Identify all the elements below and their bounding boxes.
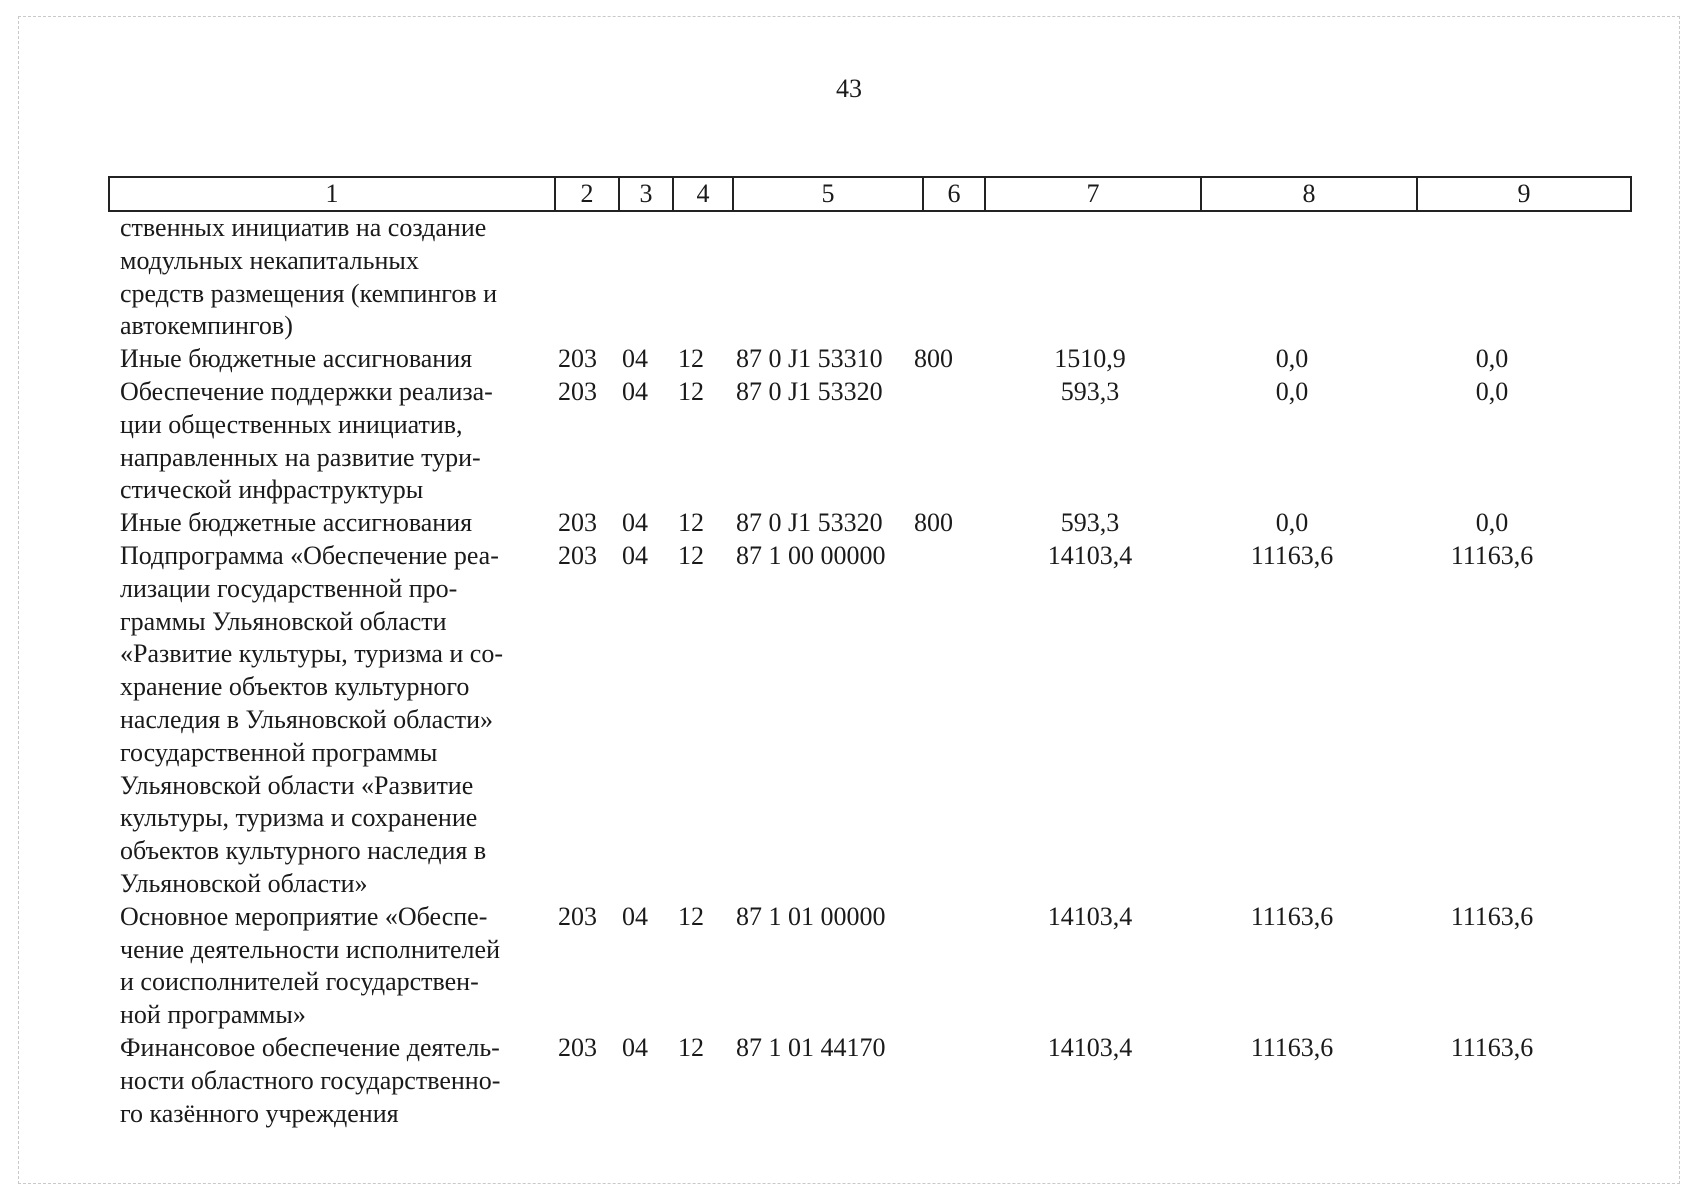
column-number: 3 [619, 177, 673, 211]
cell-c8: 0,0 [1275, 508, 1309, 538]
cell-c4: 12 [678, 508, 704, 538]
row-description: Иные бюджетные ассигнования [120, 508, 473, 538]
row-description: Финансовое обеспечение деятель- ности областного государственно- го казённого учреждения [120, 1032, 501, 1128]
column-number: 8 [1201, 177, 1417, 211]
cell-c6: 800 [914, 508, 953, 538]
cell-c5: 87 1 01 44170 [736, 1032, 886, 1062]
column-number: 4 [673, 177, 733, 211]
cell-c9: 0,0 [1475, 344, 1509, 374]
column-number: 7 [985, 177, 1201, 211]
cell-c5: 87 1 00 00000 [736, 540, 886, 570]
cell-c3: 04 [622, 508, 648, 538]
table-row [0, 376, 1698, 507]
cell-c7: 1510,9 [1054, 344, 1126, 374]
cell-c4: 12 [678, 1032, 704, 1062]
cell-c9: 11163,6 [1450, 540, 1534, 570]
column-numbers-row [109, 177, 1631, 211]
row-description: Обеспечение поддержки реализа- ции общественных инициатив, направленных на развитие тури- стической инфраструктуры [120, 376, 493, 505]
cell-c5: 87 0 J1 53320 [736, 376, 883, 406]
row-description: ственных инициатив на создание модульных некапитальных средств размещения (кемпингов и автокемпингов) [120, 213, 498, 341]
cell-c5: 87 0 J1 53320 [736, 508, 883, 538]
cell-c7: 593,3 [1060, 508, 1120, 538]
table-row [0, 1032, 1698, 1130]
cell-c7: 14103,4 [1047, 901, 1133, 931]
cell-c5: 87 1 01 00000 [736, 901, 886, 931]
cell-c2: 203 [558, 376, 597, 406]
cell-c2: 203 [558, 508, 597, 538]
column-number: 6 [923, 177, 985, 211]
cell-c4: 12 [678, 376, 704, 406]
cell-c2: 203 [558, 540, 597, 570]
cell-c8: 0,0 [1275, 344, 1309, 374]
cell-c4: 12 [678, 344, 704, 374]
cell-c4: 12 [678, 540, 704, 570]
table-row [0, 212, 1698, 343]
cell-c2: 203 [558, 344, 597, 374]
page-number: 43 [836, 74, 862, 103]
column-number: 5 [733, 177, 923, 211]
column-number: 9 [1417, 177, 1631, 211]
cell-c5: 87 0 J1 53310 [736, 344, 883, 374]
column-number: 2 [555, 177, 619, 211]
table-row [0, 507, 1698, 540]
cell-c3: 04 [622, 540, 648, 570]
cell-c8: 11163,6 [1250, 1032, 1334, 1062]
table-row [0, 540, 1698, 901]
cell-c3: 04 [622, 344, 648, 374]
row-description: Иные бюджетные ассигнования [120, 344, 473, 374]
table-body [0, 212, 1698, 1130]
cell-c9: 0,0 [1475, 508, 1509, 538]
cell-c4: 12 [678, 901, 704, 931]
cell-c9: 11163,6 [1450, 1032, 1534, 1062]
cell-c7: 14103,4 [1047, 540, 1133, 570]
cell-c2: 203 [558, 901, 597, 931]
row-description: Подпрограмма «Обеспечение реа- лизации государственной про- граммы Ульяновской области «Развитие культуры, туризма и со- хранение объектов культурного наследия в Ульяновской области» государственной программы Ульяновской области «Развитие культуры, туризма и сохранение объектов культурного наследия в Ульяновской области» [120, 540, 503, 898]
cell-c8: 11163,6 [1250, 901, 1334, 931]
cell-c3: 04 [622, 1032, 648, 1062]
cell-c3: 04 [622, 376, 648, 406]
column-number: 1 [109, 177, 555, 211]
cell-c7: 14103,4 [1047, 1032, 1133, 1062]
cell-c8: 0,0 [1275, 376, 1309, 406]
cell-c3: 04 [622, 901, 648, 931]
cell-c6: 800 [914, 344, 953, 374]
table-row [0, 343, 1698, 376]
cell-c9: 0,0 [1475, 376, 1509, 406]
cell-c7: 593,3 [1060, 376, 1120, 406]
row-description: Основное мероприятие «Обеспе- чение деятельности исполнителей и соисполнителей государствен- ной программы» [120, 901, 500, 1030]
cell-c9: 11163,6 [1450, 901, 1534, 931]
cell-c8: 11163,6 [1250, 540, 1334, 570]
table-header [108, 176, 1632, 212]
table-row [0, 901, 1698, 1032]
cell-c2: 203 [558, 1032, 597, 1062]
